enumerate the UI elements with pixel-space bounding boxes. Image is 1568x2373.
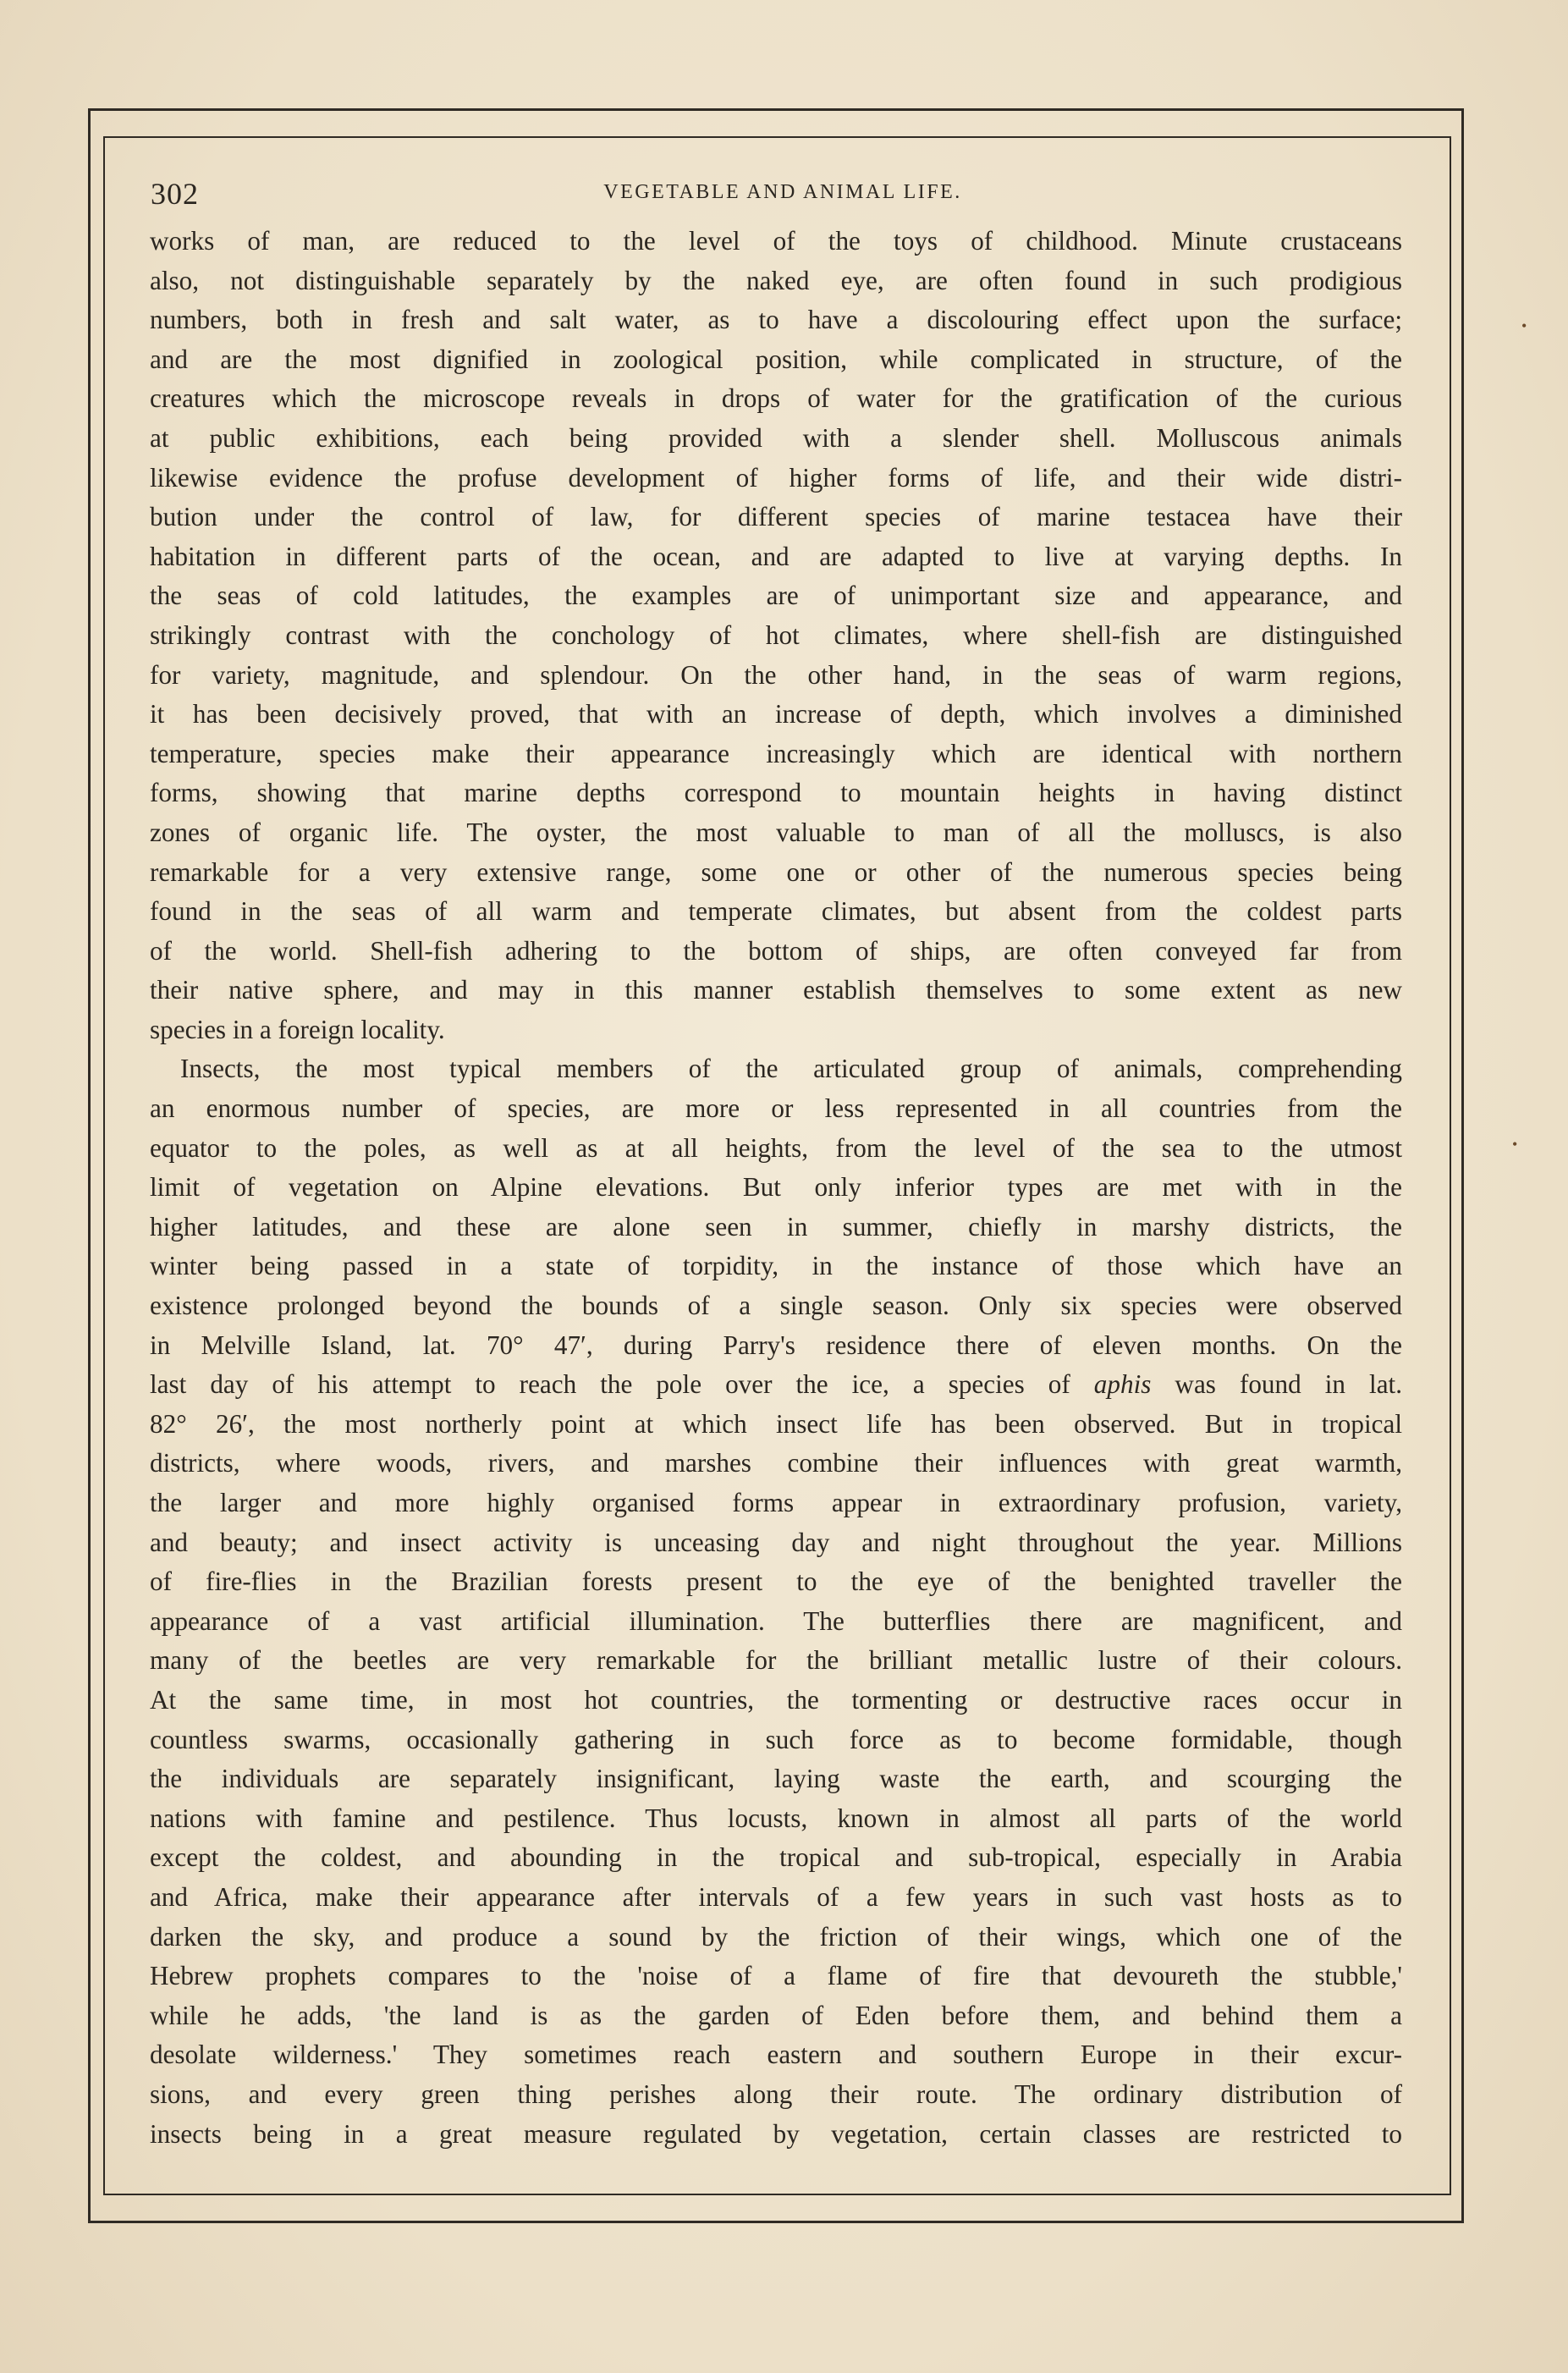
text-line: habitation in different parts of the ocean, and are adapted to live at varying depths. In [150,541,1402,571]
text-line-with-italic [150,1365,1402,1405]
page-number: 302 [151,177,199,211]
frame-rule-top-outer [88,108,1464,111]
text-line: Hebrew prophets compares to the 'noise of a flame of fire that devoureth the stubble,' [150,1961,1402,1991]
text-line: and beauty; and insect activity is unceasing day and night throughout the year. Millions [150,1527,1402,1557]
text-line: At the same time, in most hot countries, the tormenting or destructive races occur in [150,1684,1402,1715]
text-line: in Melville Island, lat. 70° 47′, during Parry's residence there of eleven months. On the [150,1330,1402,1360]
text-line: and are the most dignified in zoological position, while complicated in structure, of the [150,344,1402,374]
text-line: species in a foreign locality. [150,1014,445,1044]
page-header [144,176,1422,210]
margin-mark: • [1512,1136,1518,1153]
text-line: bution under the control of law, for different species of marine testacea have their [150,502,1402,532]
text-line: remarkable for a very extensive range, some one or other of the numerous species being [150,856,1402,887]
text-line: works of man, are reduced to the level of the toys of childhood. Minute crustaceans [150,226,1402,256]
text-line: likewise evidence the profuse development of higher forms of life, and their wide distri- [150,462,1402,493]
text-line: winter being passed in a state of torpidity, in the instance of those which have an [150,1251,1402,1281]
running-title: VEGETABLE AND ANIMAL LIFE. [603,181,962,203]
text-line: 82° 26′, the most northerly point at which insect life has been observed. But in tropical [150,1408,1402,1439]
text-line: found in the seas of all warm and temperate climates, but absent from the coldest parts [150,896,1402,927]
text-line: at public exhibitions, each being provided with a slender shell. Molluscous animals [150,422,1402,453]
text-line: existence prolonged beyond the bounds of a single season. Only six species were observed [150,1291,1402,1321]
frame-rule-bottom-outer [88,2221,1464,2223]
frame-rule-bottom-inner [104,2194,1451,2195]
text-line: higher latitudes, and these are alone seen in summer, chiefly in marshy districts, the [150,1211,1402,1242]
text-line: the seas of cold latitudes, the examples are of unimportant size and appearance, and [150,581,1402,611]
text-line: of the world. Shell-fish adhering to the bottom of ships, are often conveyed far from [150,935,1402,966]
text-line: their native sphere, and may in this manner establish themselves to some extent as new [150,975,1402,1005]
text-line: for variety, magnitude, and splendour. On the other hand, in the seas of warm regions, [150,659,1402,690]
text-line: many of the beetles are very remarkable for the brilliant metallic lustre of their colours. [150,1645,1402,1676]
text-line: districts, where woods, rivers, and marshes combine their influences with great warmth, [150,1448,1402,1478]
text-line: temperature, species make their appearance increasingly which are identical with northern [150,738,1402,768]
text-line: appearance of a vast artificial illumination. The butterflies there are magnificent, and [150,1605,1402,1636]
text-line: darken the sky, and produce a sound by the friction of their wings, which one of the [150,1921,1402,1952]
text-line: equator to the poles, as well as at all heights, from the level of the sea to the utmost [150,1132,1402,1163]
frame-rule-right-inner [1450,136,1451,2195]
margin-mark: • [1521,317,1527,334]
text-line: also, not distinguishable separately by the naked eye, are often found in such prodigious [150,265,1402,295]
text-line: forms, showing that marine depths correspond to mountain heights in having distinct [150,778,1402,808]
text-line: an enormous number of species, are more or less represented in all countries from the [150,1093,1402,1124]
text-line: countless swarms, occasionally gathering in such force as to become formidable, though [150,1724,1402,1754]
frame-rule-right-outer [1461,108,1464,2223]
text-segment: last day of his attempt to reach the pole over the ice, a species of [150,1369,1094,1400]
text-line: of fire-flies in the Brazilian forests present to the eye of the benighted traveller the [150,1566,1402,1597]
paragraph-start-line: Insects, the most typical members of the articulated group of animals, comprehending [180,1054,1402,1084]
text-line: desolate wilderness.' They sometimes reach eastern and southern Europe in their excur- [150,2040,1402,2070]
text-line: and Africa, make their appearance after intervals of a few years in such vast hosts as to [150,1881,1402,1912]
text-line: the individuals are separately insignificant, laying waste the earth, and scourging the [150,1764,1402,1794]
body-text [150,222,1402,2154]
text-line: it has been decisively proved, that with an increase of depth, which involves a diminished [150,699,1402,730]
text-segment: was found in lat. [1151,1369,1402,1400]
text-line: insects being in a great measure regulated by vegetation, certain classes are restricted to [150,2118,1402,2149]
text-line: strikingly contrast with the conchology of hot climates, where shell-fish are distinguished [150,619,1402,650]
text-line: limit of vegetation on Alpine elevations. But only inferior types are met with in the [150,1172,1402,1203]
text-line: while he adds, 'the land is as the garden of Eden before them, and behind them a [150,2000,1402,2030]
frame-rule-left-outer [88,108,91,2223]
text-line: numbers, both in fresh and salt water, as to have a discolouring effect upon the surface; [150,305,1402,335]
italic-term: aphis [1093,1369,1152,1400]
text-line: zones of organic life. The oyster, the most valuable to man of all the molluscs, is also [150,817,1402,847]
text-line: sions, and every green thing perishes along their route. The ordinary distribution of [150,2078,1402,2109]
frame-rule-left-inner [103,136,105,2195]
text-line: nations with famine and pestilence. Thus locusts, known in almost all parts of the world [150,1803,1402,1833]
text-line: creatures which the microscope reveals in drops of water for the gratification of the curious [150,383,1402,414]
text-line: the larger and more highly organised forms appear in extraordinary profusion, variety, [150,1488,1402,1517]
frame-rule-top-inner [104,136,1451,138]
text-line: except the coldest, and abounding in the tropical and sub-tropical, especially in Arabia [150,1842,1402,1873]
